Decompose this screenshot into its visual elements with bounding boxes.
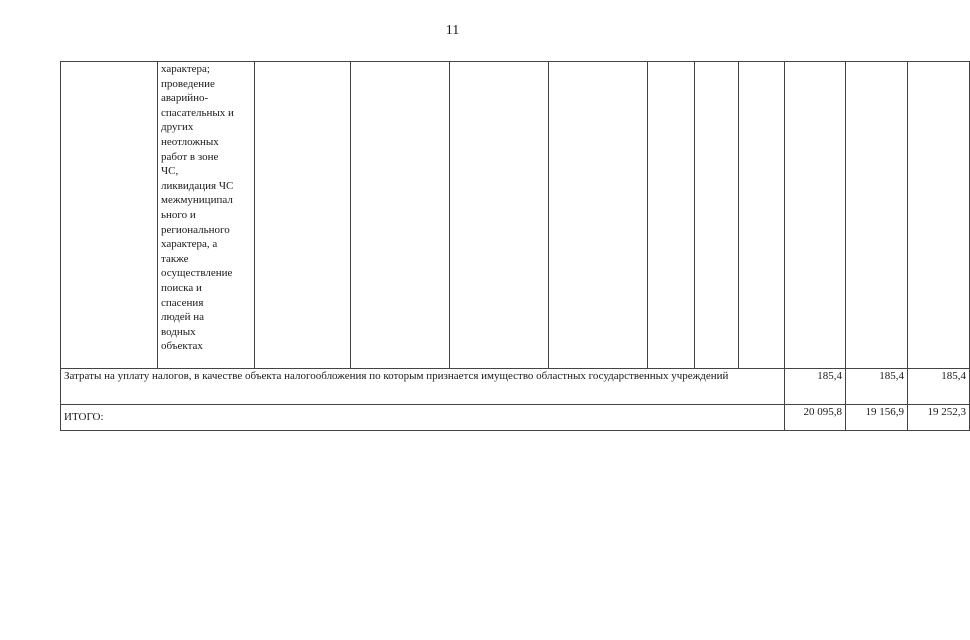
table-cell-empty: [351, 62, 450, 369]
activity-description-cell: [158, 62, 255, 369]
page-number: 11: [445, 23, 460, 38]
table-cell-empty: [450, 62, 549, 369]
table-cell-empty: [739, 62, 785, 369]
description-line: работ в зоне: [161, 150, 219, 163]
description-line: поиска и: [161, 281, 202, 294]
total-value-cell: 19 156,9: [846, 405, 908, 431]
description-line: ьного и: [161, 208, 196, 221]
description-line: характера, а: [161, 238, 218, 251]
total-value-cell: 19 252,3: [908, 405, 970, 431]
description-line: осуществление: [161, 267, 233, 280]
description-line: других: [161, 121, 194, 134]
description-line: аварийно-: [161, 92, 209, 105]
description-line: водных: [161, 325, 196, 338]
table-cell-empty: [255, 62, 351, 369]
description-line: регионального: [161, 223, 230, 236]
table-row-detail: [61, 62, 970, 369]
tax-label-cell: Затраты на уплату налогов, в качестве объекта налогообложения по которым признается имущество областных государственных учреждений: [61, 369, 785, 405]
table-cell-empty: [785, 62, 846, 369]
description-line: спасения: [161, 296, 204, 309]
budget-table: [60, 61, 970, 431]
table-cell-empty: [908, 62, 970, 369]
tax-value-cell: 185,4: [785, 369, 846, 405]
description-line: характера;: [161, 63, 210, 75]
description-line: людей на: [161, 311, 205, 324]
description-line: спасательных и: [161, 106, 234, 119]
tax-value-cell: 185,4: [908, 369, 970, 405]
table-cell-empty: [695, 62, 739, 369]
table-cell-empty: [648, 62, 695, 369]
tax-value-cell: 185,4: [846, 369, 908, 405]
description-line: ЧС,: [161, 165, 179, 178]
description-line: также: [161, 252, 189, 265]
description-line: неотложных: [161, 135, 219, 148]
description-line: межмуниципал: [161, 194, 233, 207]
description-line: проведение: [161, 77, 215, 90]
table-cell-empty: [846, 62, 908, 369]
table-row-tax: [61, 369, 970, 405]
table-row-total: [61, 405, 970, 431]
description-line: объектах: [161, 340, 203, 353]
total-value-cell: 20 095,8: [785, 405, 846, 431]
table-cell-empty: [61, 62, 158, 369]
total-label-cell: ИТОГО:: [61, 405, 785, 431]
description-line: ликвидация ЧС: [161, 179, 234, 192]
table-cell-empty: [549, 62, 648, 369]
